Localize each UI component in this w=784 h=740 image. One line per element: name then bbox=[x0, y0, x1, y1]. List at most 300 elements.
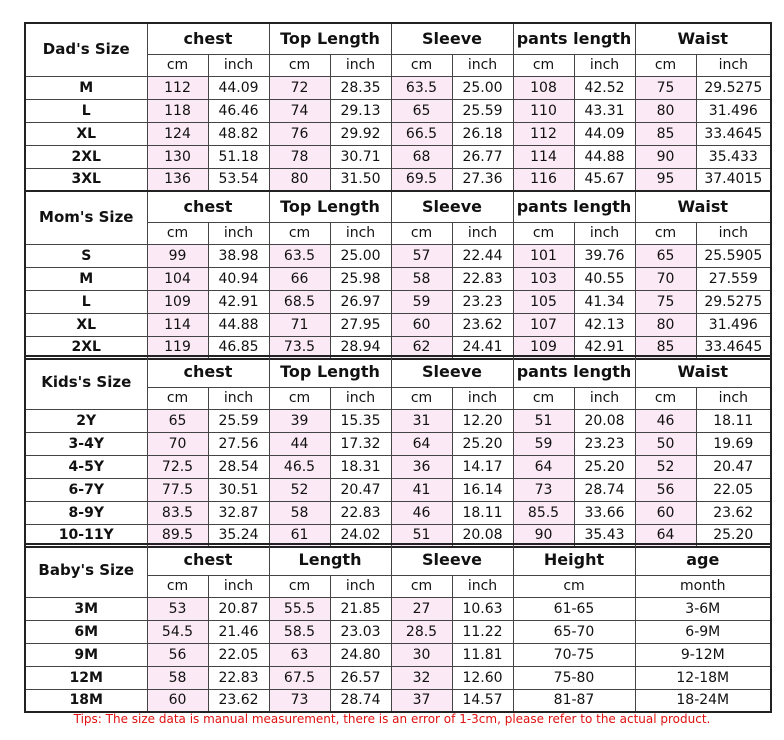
size-label: XL bbox=[25, 313, 147, 336]
unit-header: inch bbox=[208, 222, 269, 244]
size-label: 3XL bbox=[25, 168, 147, 191]
measurement-cell: 33.4645 bbox=[696, 336, 771, 359]
column-group-header: Waist bbox=[635, 23, 771, 54]
measurement-cell: 23.62 bbox=[208, 689, 269, 712]
measurement-cell: 38.98 bbox=[208, 244, 269, 267]
measurement-cell: 109 bbox=[147, 290, 208, 313]
size-label: 8-9Y bbox=[25, 501, 147, 524]
measurement-cell: 59 bbox=[391, 290, 452, 313]
table-row bbox=[25, 666, 771, 689]
unit-header: inch bbox=[452, 222, 513, 244]
measurement-cell: 89.5 bbox=[147, 524, 208, 547]
measurement-cell: 35.433 bbox=[696, 145, 771, 168]
unit-header: month bbox=[635, 575, 771, 597]
measurement-cell: 72.5 bbox=[147, 455, 208, 478]
column-group-header: pants length bbox=[513, 356, 635, 387]
column-group-header: Length bbox=[269, 544, 391, 575]
measurement-cell: 74 bbox=[269, 99, 330, 122]
kids-size-table bbox=[24, 355, 772, 548]
measurement-cell: 37 bbox=[391, 689, 452, 712]
unit-header: cm bbox=[391, 54, 452, 76]
size-label: 2XL bbox=[25, 336, 147, 359]
measurement-cell: 65 bbox=[391, 99, 452, 122]
unit-header: cm bbox=[147, 222, 208, 244]
measurement-cell: 58 bbox=[269, 501, 330, 524]
measurement-cell: 26.77 bbox=[452, 145, 513, 168]
measurement-cell: 25.59 bbox=[208, 409, 269, 432]
table-row bbox=[25, 99, 771, 122]
measurement-cell: 104 bbox=[147, 267, 208, 290]
measurement-cell: 70-75 bbox=[513, 643, 635, 666]
measurement-cell: 68 bbox=[391, 145, 452, 168]
unit-header: inch bbox=[208, 387, 269, 409]
measurement-cell: 108 bbox=[513, 76, 574, 99]
measurement-cell: 63.5 bbox=[391, 76, 452, 99]
measurement-cell: 20.47 bbox=[330, 478, 391, 501]
measurement-cell: 42.91 bbox=[208, 290, 269, 313]
measurement-cell: 112 bbox=[147, 76, 208, 99]
measurement-cell: 124 bbox=[147, 122, 208, 145]
table-row bbox=[25, 597, 771, 620]
unit-header: inch bbox=[452, 387, 513, 409]
measurement-cell: 25.59 bbox=[452, 99, 513, 122]
measurement-cell: 118 bbox=[147, 99, 208, 122]
measurement-cell: 64 bbox=[513, 455, 574, 478]
measurement-cell: 112 bbox=[513, 122, 574, 145]
size-label: 18M bbox=[25, 689, 147, 712]
measurement-cell: 40.55 bbox=[574, 267, 635, 290]
table-row bbox=[25, 122, 771, 145]
table-row bbox=[25, 501, 771, 524]
unit-header: cm bbox=[391, 387, 452, 409]
measurement-cell: 16.14 bbox=[452, 478, 513, 501]
measurement-cell: 46 bbox=[635, 409, 696, 432]
size-label: M bbox=[25, 76, 147, 99]
measurement-cell: 51 bbox=[391, 524, 452, 547]
measurement-cell: 61-65 bbox=[513, 597, 635, 620]
column-group-header: Sleeve bbox=[391, 23, 513, 54]
measurement-cell: 32 bbox=[391, 666, 452, 689]
measurement-cell: 20.08 bbox=[452, 524, 513, 547]
size-label: 3M bbox=[25, 597, 147, 620]
unit-header: inch bbox=[574, 387, 635, 409]
measurement-cell: 24.41 bbox=[452, 336, 513, 359]
unit-header: inch bbox=[574, 54, 635, 76]
size-label: L bbox=[25, 99, 147, 122]
measurement-cell: 107 bbox=[513, 313, 574, 336]
measurement-cell: 44.09 bbox=[574, 122, 635, 145]
unit-header: cm bbox=[635, 222, 696, 244]
unit-header: inch bbox=[696, 54, 771, 76]
measurement-cell: 50 bbox=[635, 432, 696, 455]
measurement-cell: 27.56 bbox=[208, 432, 269, 455]
measurement-cell: 31.50 bbox=[330, 168, 391, 191]
measurement-cell: 6-9M bbox=[635, 620, 771, 643]
measurement-cell: 52 bbox=[635, 455, 696, 478]
measurement-cell: 27.95 bbox=[330, 313, 391, 336]
measurement-cell: 19.69 bbox=[696, 432, 771, 455]
measurement-cell: 35.24 bbox=[208, 524, 269, 547]
column-group-header: Height bbox=[513, 544, 635, 575]
measurement-cell: 30 bbox=[391, 643, 452, 666]
table-row bbox=[25, 313, 771, 336]
measurement-cell: 53.54 bbox=[208, 168, 269, 191]
measurement-cell: 77.5 bbox=[147, 478, 208, 501]
measurement-cell: 136 bbox=[147, 168, 208, 191]
measurement-cell: 23.03 bbox=[330, 620, 391, 643]
measurement-cell: 22.44 bbox=[452, 244, 513, 267]
measurement-cell: 20.47 bbox=[696, 455, 771, 478]
column-group-header: pants length bbox=[513, 23, 635, 54]
measurement-cell: 105 bbox=[513, 290, 574, 313]
unit-header: cm bbox=[147, 54, 208, 76]
measurement-cell: 83.5 bbox=[147, 501, 208, 524]
unit-header: cm bbox=[147, 387, 208, 409]
unit-header: inch bbox=[330, 575, 391, 597]
measurement-cell: 18.11 bbox=[452, 501, 513, 524]
measurement-cell: 28.35 bbox=[330, 76, 391, 99]
measurement-cell: 99 bbox=[147, 244, 208, 267]
size-label: 6-7Y bbox=[25, 478, 147, 501]
measurement-cell: 29.5275 bbox=[696, 76, 771, 99]
measurement-cell: 33.66 bbox=[574, 501, 635, 524]
measurement-cell: 32.87 bbox=[208, 501, 269, 524]
measurement-cell: 14.17 bbox=[452, 455, 513, 478]
unit-header: inch bbox=[330, 222, 391, 244]
unit-header: inch bbox=[208, 575, 269, 597]
measurement-cell: 22.83 bbox=[208, 666, 269, 689]
measurement-cell: 20.87 bbox=[208, 597, 269, 620]
measurement-cell: 28.5 bbox=[391, 620, 452, 643]
measurement-cell: 29.5275 bbox=[696, 290, 771, 313]
measurement-cell: 25.98 bbox=[330, 267, 391, 290]
measurement-cell: 75-80 bbox=[513, 666, 635, 689]
unit-header: cm bbox=[635, 387, 696, 409]
measurement-cell: 58 bbox=[391, 267, 452, 290]
measurement-cell: 52 bbox=[269, 478, 330, 501]
measurement-cell: 18.11 bbox=[696, 409, 771, 432]
measurement-cell: 55.5 bbox=[269, 597, 330, 620]
measurement-cell: 95 bbox=[635, 168, 696, 191]
measurement-cell: 46 bbox=[391, 501, 452, 524]
measurement-cell: 22.83 bbox=[452, 267, 513, 290]
measurement-cell: 37.4015 bbox=[696, 168, 771, 191]
measurement-cell: 28.74 bbox=[574, 478, 635, 501]
measurement-cell: 44 bbox=[269, 432, 330, 455]
measurement-cell: 61 bbox=[269, 524, 330, 547]
table-row bbox=[25, 168, 771, 191]
measurement-cell: 23.62 bbox=[696, 501, 771, 524]
measurement-cell: 41.34 bbox=[574, 290, 635, 313]
measurement-cell: 12.20 bbox=[452, 409, 513, 432]
measurement-cell: 28.94 bbox=[330, 336, 391, 359]
measurement-cell: 67.5 bbox=[269, 666, 330, 689]
measurement-cell: 75 bbox=[635, 290, 696, 313]
measurement-cell: 24.80 bbox=[330, 643, 391, 666]
measurement-cell: 119 bbox=[147, 336, 208, 359]
size-label: 3-4Y bbox=[25, 432, 147, 455]
measurement-cell: 22.05 bbox=[208, 643, 269, 666]
column-group-header: Sleeve bbox=[391, 356, 513, 387]
measurement-cell: 70 bbox=[147, 432, 208, 455]
measurement-cell: 59 bbox=[513, 432, 574, 455]
unit-header: cm bbox=[269, 222, 330, 244]
size-label: 4-5Y bbox=[25, 455, 147, 478]
measurement-cell: 80 bbox=[635, 99, 696, 122]
measurement-cell: 25.00 bbox=[452, 76, 513, 99]
measurement-cell: 114 bbox=[147, 313, 208, 336]
column-group-header: chest bbox=[147, 23, 269, 54]
measurement-cell: 31 bbox=[391, 409, 452, 432]
measurement-cell: 63 bbox=[269, 643, 330, 666]
unit-header: inch bbox=[696, 222, 771, 244]
measurement-cell: 80 bbox=[269, 168, 330, 191]
measurement-cell: 26.97 bbox=[330, 290, 391, 313]
table-label: Baby's Size bbox=[25, 544, 147, 597]
measurement-cell: 66 bbox=[269, 267, 330, 290]
measurement-cell: 18.31 bbox=[330, 455, 391, 478]
tips-note: Tips: The size data is manual measurement, there is an error of 1-3cm, please refer to the actual product. bbox=[73, 712, 711, 726]
measurement-cell: 30.71 bbox=[330, 145, 391, 168]
measurement-cell: 51 bbox=[513, 409, 574, 432]
measurement-cell: 46.85 bbox=[208, 336, 269, 359]
measurement-cell: 20.08 bbox=[574, 409, 635, 432]
unit-header: cm bbox=[269, 387, 330, 409]
measurement-cell: 90 bbox=[513, 524, 574, 547]
column-group-header: Top Length bbox=[269, 356, 391, 387]
measurement-cell: 29.92 bbox=[330, 122, 391, 145]
measurement-cell: 42.91 bbox=[574, 336, 635, 359]
measurement-cell: 27.36 bbox=[452, 168, 513, 191]
measurement-cell: 60 bbox=[147, 689, 208, 712]
measurement-cell: 60 bbox=[635, 501, 696, 524]
measurement-cell: 44.88 bbox=[574, 145, 635, 168]
measurement-cell: 45.67 bbox=[574, 168, 635, 191]
measurement-cell: 103 bbox=[513, 267, 574, 290]
size-label: XL bbox=[25, 122, 147, 145]
measurement-cell: 109 bbox=[513, 336, 574, 359]
measurement-cell: 114 bbox=[513, 145, 574, 168]
measurement-cell: 27 bbox=[391, 597, 452, 620]
size-label: L bbox=[25, 290, 147, 313]
measurement-cell: 39 bbox=[269, 409, 330, 432]
table-label: Kids's Size bbox=[25, 356, 147, 409]
measurement-cell: 10.63 bbox=[452, 597, 513, 620]
column-group-header: chest bbox=[147, 356, 269, 387]
measurement-cell: 65 bbox=[635, 244, 696, 267]
measurement-cell: 31.496 bbox=[696, 99, 771, 122]
measurement-cell: 43.31 bbox=[574, 99, 635, 122]
baby-size-table bbox=[24, 543, 772, 713]
unit-header: cm bbox=[513, 387, 574, 409]
measurement-cell: 110 bbox=[513, 99, 574, 122]
unit-header: inch bbox=[330, 387, 391, 409]
measurement-cell: 46.46 bbox=[208, 99, 269, 122]
table-row bbox=[25, 244, 771, 267]
measurement-cell: 39.76 bbox=[574, 244, 635, 267]
unit-header: cm bbox=[269, 575, 330, 597]
size-label: 2XL bbox=[25, 145, 147, 168]
measurement-cell: 80 bbox=[635, 313, 696, 336]
table-row bbox=[25, 620, 771, 643]
measurement-cell: 11.22 bbox=[452, 620, 513, 643]
measurement-cell: 116 bbox=[513, 168, 574, 191]
measurement-cell: 85.5 bbox=[513, 501, 574, 524]
measurement-cell: 60 bbox=[391, 313, 452, 336]
measurement-cell: 41 bbox=[391, 478, 452, 501]
unit-header: inch bbox=[574, 222, 635, 244]
measurement-cell: 73 bbox=[269, 689, 330, 712]
column-group-header: age bbox=[635, 544, 771, 575]
table-label: Dad's Size bbox=[25, 23, 147, 76]
measurement-cell: 30.51 bbox=[208, 478, 269, 501]
measurement-cell: 44.09 bbox=[208, 76, 269, 99]
column-group-header: Top Length bbox=[269, 191, 391, 222]
table-row bbox=[25, 290, 771, 313]
measurement-cell: 68.5 bbox=[269, 290, 330, 313]
column-group-header: Sleeve bbox=[391, 544, 513, 575]
measurement-cell: 25.00 bbox=[330, 244, 391, 267]
measurement-cell: 27.559 bbox=[696, 267, 771, 290]
size-label: M bbox=[25, 267, 147, 290]
measurement-cell: 22.05 bbox=[696, 478, 771, 501]
table-label: Mom's Size bbox=[25, 191, 147, 244]
column-group-header: Waist bbox=[635, 356, 771, 387]
measurement-cell: 24.02 bbox=[330, 524, 391, 547]
unit-header: cm bbox=[391, 222, 452, 244]
measurement-cell: 73.5 bbox=[269, 336, 330, 359]
measurement-cell: 90 bbox=[635, 145, 696, 168]
measurement-cell: 42.52 bbox=[574, 76, 635, 99]
unit-header: cm bbox=[635, 54, 696, 76]
measurement-cell: 26.18 bbox=[452, 122, 513, 145]
size-label: 6M bbox=[25, 620, 147, 643]
measurement-cell: 44.88 bbox=[208, 313, 269, 336]
unit-header: cm bbox=[147, 575, 208, 597]
measurement-cell: 42.13 bbox=[574, 313, 635, 336]
measurement-cell: 58.5 bbox=[269, 620, 330, 643]
measurement-cell: 25.20 bbox=[574, 455, 635, 478]
unit-header: inch bbox=[452, 54, 513, 76]
measurement-cell: 31.496 bbox=[696, 313, 771, 336]
measurement-cell: 66.5 bbox=[391, 122, 452, 145]
size-label: 12M bbox=[25, 666, 147, 689]
measurement-cell: 76 bbox=[269, 122, 330, 145]
measurement-cell: 70 bbox=[635, 267, 696, 290]
column-group-header: Waist bbox=[635, 191, 771, 222]
measurement-cell: 23.23 bbox=[574, 432, 635, 455]
unit-header: cm bbox=[513, 54, 574, 76]
measurement-cell: 64 bbox=[391, 432, 452, 455]
measurement-cell: 36 bbox=[391, 455, 452, 478]
measurement-cell: 15.35 bbox=[330, 409, 391, 432]
measurement-cell: 81-87 bbox=[513, 689, 635, 712]
measurement-cell: 58 bbox=[147, 666, 208, 689]
measurement-cell: 14.57 bbox=[452, 689, 513, 712]
measurement-cell: 64 bbox=[635, 524, 696, 547]
measurement-cell: 85 bbox=[635, 122, 696, 145]
mom-size-table bbox=[24, 190, 772, 360]
table-row bbox=[25, 478, 771, 501]
table-row bbox=[25, 432, 771, 455]
measurement-cell: 53 bbox=[147, 597, 208, 620]
measurement-cell: 22.83 bbox=[330, 501, 391, 524]
measurement-cell: 25.20 bbox=[452, 432, 513, 455]
measurement-cell: 25.20 bbox=[696, 524, 771, 547]
measurement-cell: 18-24M bbox=[635, 689, 771, 712]
unit-header: cm bbox=[269, 54, 330, 76]
measurement-cell: 23.62 bbox=[452, 313, 513, 336]
measurement-cell: 63.5 bbox=[269, 244, 330, 267]
measurement-cell: 11.81 bbox=[452, 643, 513, 666]
measurement-cell: 78 bbox=[269, 145, 330, 168]
column-group-header: Top Length bbox=[269, 23, 391, 54]
table-row bbox=[25, 455, 771, 478]
measurement-cell: 28.74 bbox=[330, 689, 391, 712]
measurement-cell: 17.32 bbox=[330, 432, 391, 455]
column-group-header: chest bbox=[147, 544, 269, 575]
measurement-cell: 26.57 bbox=[330, 666, 391, 689]
column-group-header: Sleeve bbox=[391, 191, 513, 222]
measurement-cell: 25.5905 bbox=[696, 244, 771, 267]
measurement-cell: 85 bbox=[635, 336, 696, 359]
measurement-cell: 130 bbox=[147, 145, 208, 168]
unit-header: inch bbox=[452, 575, 513, 597]
measurement-cell: 51.18 bbox=[208, 145, 269, 168]
table-row bbox=[25, 689, 771, 712]
measurement-cell: 3-6M bbox=[635, 597, 771, 620]
unit-header: inch bbox=[208, 54, 269, 76]
measurement-cell: 56 bbox=[635, 478, 696, 501]
measurement-cell: 48.82 bbox=[208, 122, 269, 145]
column-group-header: pants length bbox=[513, 191, 635, 222]
measurement-cell: 33.4645 bbox=[696, 122, 771, 145]
measurement-cell: 57 bbox=[391, 244, 452, 267]
measurement-cell: 46.5 bbox=[269, 455, 330, 478]
measurement-cell: 35.43 bbox=[574, 524, 635, 547]
measurement-cell: 65-70 bbox=[513, 620, 635, 643]
unit-header: cm bbox=[513, 222, 574, 244]
table-row bbox=[25, 409, 771, 432]
measurement-cell: 65 bbox=[147, 409, 208, 432]
table-row bbox=[25, 267, 771, 290]
column-group-header: chest bbox=[147, 191, 269, 222]
measurement-cell: 75 bbox=[635, 76, 696, 99]
measurement-cell: 62 bbox=[391, 336, 452, 359]
table-row bbox=[25, 76, 771, 99]
size-label: S bbox=[25, 244, 147, 267]
unit-header: inch bbox=[696, 387, 771, 409]
measurement-cell: 23.23 bbox=[452, 290, 513, 313]
measurement-cell: 28.54 bbox=[208, 455, 269, 478]
measurement-cell: 54.5 bbox=[147, 620, 208, 643]
measurement-cell: 21.46 bbox=[208, 620, 269, 643]
measurement-cell: 101 bbox=[513, 244, 574, 267]
unit-header: cm bbox=[391, 575, 452, 597]
unit-header: inch bbox=[330, 54, 391, 76]
table-row bbox=[25, 643, 771, 666]
measurement-cell: 56 bbox=[147, 643, 208, 666]
measurement-cell: 69.5 bbox=[391, 168, 452, 191]
size-label: 9M bbox=[25, 643, 147, 666]
measurement-cell: 71 bbox=[269, 313, 330, 336]
size-label: 10-11Y bbox=[25, 524, 147, 547]
measurement-cell: 12.60 bbox=[452, 666, 513, 689]
measurement-cell: 9-12M bbox=[635, 643, 771, 666]
measurement-cell: 21.85 bbox=[330, 597, 391, 620]
dad-size-table bbox=[24, 22, 772, 192]
unit-header: cm bbox=[513, 575, 635, 597]
